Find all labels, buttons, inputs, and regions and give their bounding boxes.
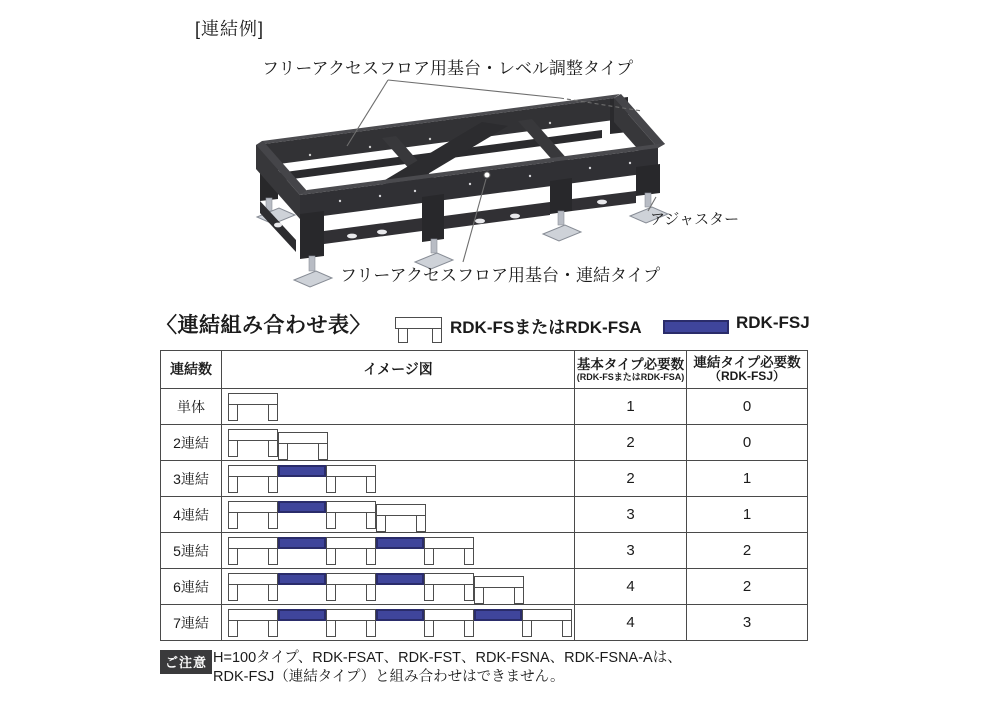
base-unit-leg bbox=[228, 584, 238, 601]
label-level-adjust-type: フリーアクセスフロア用基台・レベル調整タイプ bbox=[262, 59, 634, 78]
base-unit-leg bbox=[326, 584, 336, 601]
combination-table-title: 〈連結組み合わせ表〉 bbox=[156, 314, 371, 337]
row-label: 5連結 bbox=[161, 532, 221, 568]
joint-type-marker bbox=[484, 172, 490, 178]
leader-line-level-right bbox=[388, 80, 560, 98]
joint-count: 0 bbox=[686, 388, 807, 424]
base-unit-leg bbox=[228, 476, 238, 493]
header-joint-type bbox=[686, 351, 807, 388]
header-basic-sub: (RDK-FSまたはRDK-FSA) bbox=[576, 372, 685, 383]
basic-type-legend-icon bbox=[395, 317, 442, 344]
joint-count: 1 bbox=[686, 496, 807, 532]
base-unit-leg bbox=[464, 548, 474, 565]
base-unit-leg bbox=[268, 440, 278, 457]
row-label: 2連結 bbox=[161, 424, 221, 460]
near-rail bbox=[300, 143, 665, 219]
row-image-cell bbox=[221, 496, 574, 532]
base-unit-leg bbox=[562, 620, 572, 637]
label-joint-type: フリーアクセスフロア用基台・連結タイプ bbox=[340, 266, 661, 285]
joint-bar bbox=[474, 609, 522, 621]
joint-count: 2 bbox=[686, 568, 807, 604]
adjuster-foot-3 bbox=[543, 211, 581, 241]
joint-count: 2 bbox=[686, 532, 807, 568]
base-unit-leg bbox=[366, 548, 376, 565]
legend-joint-label: RDK-FSJ bbox=[736, 313, 810, 332]
joint-count: 3 bbox=[686, 604, 807, 640]
leg-1 bbox=[300, 211, 324, 259]
joint-count: 1 bbox=[686, 460, 807, 496]
base-unit-leg bbox=[318, 443, 328, 460]
base-unit-leg bbox=[366, 620, 376, 637]
legend-basic-label: RDK-FSまたはRDK-FSA bbox=[450, 318, 642, 337]
row-image-cell bbox=[221, 532, 574, 568]
base-unit-leg bbox=[424, 548, 434, 565]
base-unit-leg bbox=[228, 548, 238, 565]
basic-count: 3 bbox=[574, 532, 686, 568]
combination-table bbox=[160, 350, 808, 641]
joint-count: 0 bbox=[686, 424, 807, 460]
base-unit-leg bbox=[268, 512, 278, 529]
base-unit-leg bbox=[376, 515, 386, 532]
header-image: イメージ図 bbox=[221, 351, 574, 388]
base-unit-leg bbox=[268, 584, 278, 601]
caution-text bbox=[213, 649, 682, 687]
pattern-diagram bbox=[222, 533, 574, 568]
joint-bar bbox=[278, 573, 326, 585]
header-joint-sub: （RDK-FSJ） bbox=[708, 369, 785, 384]
base-unit-leg bbox=[326, 548, 336, 565]
joint-bar bbox=[278, 609, 326, 621]
joint-type-legend-swatch bbox=[663, 320, 729, 334]
base-unit-leg bbox=[268, 476, 278, 493]
base-unit-leg bbox=[424, 584, 434, 601]
caution-line-1: H=100タイプ、RDK-FSAT、RDK-FST、RDK-FSNA、RDK-FSNA-Aは、 bbox=[213, 650, 682, 666]
row-image-cell bbox=[221, 604, 574, 640]
base-unit-leg bbox=[464, 584, 474, 601]
header-basic-main: 基本タイプ必要数 bbox=[576, 356, 685, 372]
base-unit-leg bbox=[268, 620, 278, 637]
caution-line-2: RDK-FSJ（連結タイプ）と組み合わせはできません。 bbox=[213, 669, 565, 685]
legend-gate-leg bbox=[398, 328, 408, 343]
basic-count: 2 bbox=[574, 424, 686, 460]
leg-2 bbox=[422, 194, 444, 242]
joint-bar bbox=[376, 609, 424, 621]
row-image-cell bbox=[221, 460, 574, 496]
header-count: 連結数 bbox=[170, 361, 212, 378]
joint-bar bbox=[278, 537, 326, 549]
caution-badge: ご注意 bbox=[160, 650, 212, 674]
base-unit-leg bbox=[424, 620, 434, 637]
basic-count: 1 bbox=[574, 388, 686, 424]
joint-bar bbox=[278, 465, 326, 477]
base-unit-leg bbox=[474, 587, 484, 604]
row-image-cell bbox=[221, 424, 574, 460]
row-label: 単体 bbox=[161, 388, 221, 424]
leg-4 bbox=[636, 164, 660, 196]
base-unit-leg bbox=[326, 620, 336, 637]
legend-gate-leg bbox=[432, 328, 442, 343]
base-unit-leg bbox=[366, 512, 376, 529]
basic-count: 3 bbox=[574, 496, 686, 532]
adjuster-foot-1 bbox=[294, 256, 332, 287]
base-unit-leg bbox=[366, 476, 376, 493]
base-unit-leg bbox=[326, 512, 336, 529]
row-label: 6連結 bbox=[161, 568, 221, 604]
joint-bar bbox=[376, 573, 424, 585]
pattern-diagram bbox=[222, 425, 574, 460]
base-unit-leg bbox=[464, 620, 474, 637]
header-joint-main: 連結タイプ必要数 bbox=[693, 354, 801, 370]
base-unit-leg bbox=[228, 404, 238, 421]
pattern-diagram bbox=[222, 497, 574, 532]
base-unit-leg bbox=[416, 515, 426, 532]
base-unit-leg bbox=[366, 584, 376, 601]
leg-3 bbox=[550, 178, 572, 214]
example-section-title: [連結例] bbox=[195, 19, 265, 39]
base-unit-leg bbox=[522, 620, 532, 637]
pattern-diagram bbox=[222, 605, 574, 640]
row-image-cell bbox=[221, 388, 574, 424]
header-basic-type bbox=[574, 351, 686, 388]
joint-bar bbox=[376, 537, 424, 549]
row-label: 3連結 bbox=[161, 460, 221, 496]
label-adjuster: アジャスター bbox=[650, 211, 740, 228]
row-label: 4連結 bbox=[161, 496, 221, 532]
joint-bar bbox=[278, 501, 326, 513]
basic-count: 4 bbox=[574, 604, 686, 640]
base-unit-leg bbox=[228, 512, 238, 529]
base-unit-leg bbox=[514, 587, 524, 604]
basic-count: 2 bbox=[574, 460, 686, 496]
row-image-cell bbox=[221, 568, 574, 604]
pattern-diagram bbox=[222, 569, 574, 604]
basic-count: 4 bbox=[574, 568, 686, 604]
pattern-diagram bbox=[222, 461, 574, 496]
base-unit-leg bbox=[268, 404, 278, 421]
row-label: 7連結 bbox=[161, 604, 221, 640]
base-unit-leg bbox=[278, 443, 288, 460]
pattern-diagram bbox=[222, 389, 574, 424]
base-unit-leg bbox=[326, 476, 336, 493]
base-unit-leg bbox=[268, 548, 278, 565]
base-unit-leg bbox=[228, 440, 238, 457]
base-unit-leg bbox=[228, 620, 238, 637]
